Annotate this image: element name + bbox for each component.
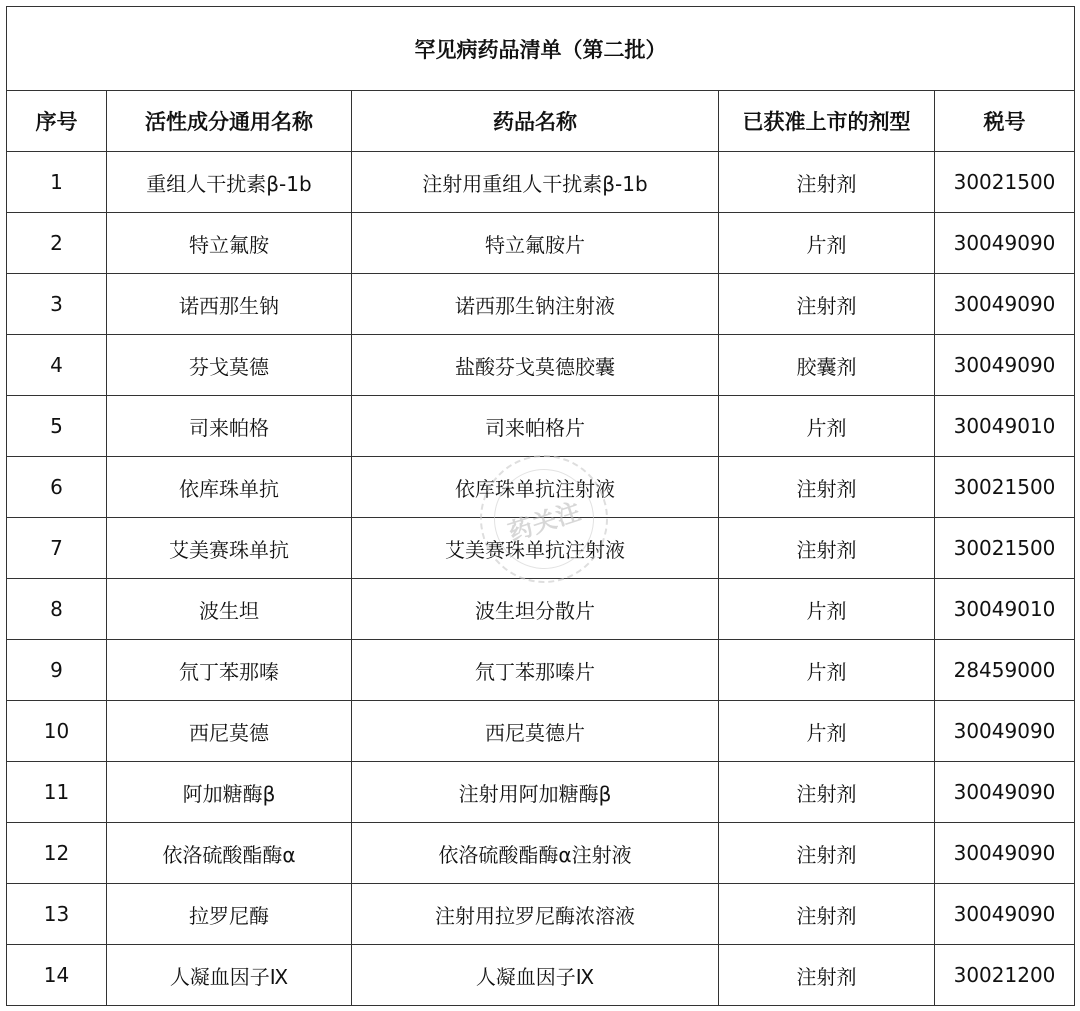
cell-dosage-form: 片剂 xyxy=(719,701,935,762)
cell-active-ingredient: 芬戈莫德 xyxy=(107,335,352,396)
table-row xyxy=(7,701,1075,762)
cell-drug-name: 注射用阿加糖酶β xyxy=(352,762,719,823)
table-row xyxy=(7,518,1075,579)
cell-index: 7 xyxy=(7,518,107,579)
cell-drug-name: 注射用拉罗尼酶浓溶液 xyxy=(352,884,719,945)
header-dosage-form: 已获准上市的剂型 xyxy=(719,91,935,152)
cell-index: 6 xyxy=(7,457,107,518)
cell-drug-name: 盐酸芬戈莫德胶囊 xyxy=(352,335,719,396)
cell-tax-code: 30021200 xyxy=(935,945,1075,1006)
cell-active-ingredient: 依洛硫酸酯酶α xyxy=(107,823,352,884)
cell-dosage-form: 注射剂 xyxy=(719,274,935,335)
cell-dosage-form: 注射剂 xyxy=(719,945,935,1006)
cell-tax-code: 30049090 xyxy=(935,701,1075,762)
cell-tax-code: 30049090 xyxy=(935,884,1075,945)
table-row xyxy=(7,762,1075,823)
table-row xyxy=(7,274,1075,335)
cell-index: 3 xyxy=(7,274,107,335)
cell-active-ingredient: 氘丁苯那嗪 xyxy=(107,640,352,701)
cell-dosage-form: 胶囊剂 xyxy=(719,335,935,396)
cell-index: 8 xyxy=(7,579,107,640)
cell-tax-code: 30049090 xyxy=(935,762,1075,823)
cell-index: 4 xyxy=(7,335,107,396)
cell-active-ingredient: 依库珠单抗 xyxy=(107,457,352,518)
cell-index: 13 xyxy=(7,884,107,945)
cell-tax-code: 28459000 xyxy=(935,640,1075,701)
cell-dosage-form: 注射剂 xyxy=(719,518,935,579)
cell-index: 9 xyxy=(7,640,107,701)
cell-active-ingredient: 司来帕格 xyxy=(107,396,352,457)
cell-tax-code: 30049090 xyxy=(935,335,1075,396)
header-drug-name: 药品名称 xyxy=(352,91,719,152)
cell-active-ingredient: 特立氟胺 xyxy=(107,213,352,274)
table-title-row xyxy=(7,7,1075,91)
cell-index: 14 xyxy=(7,945,107,1006)
cell-drug-name: 波生坦分散片 xyxy=(352,579,719,640)
cell-tax-code: 30049090 xyxy=(935,213,1075,274)
cell-active-ingredient: 艾美赛珠单抗 xyxy=(107,518,352,579)
table-row xyxy=(7,396,1075,457)
cell-dosage-form: 片剂 xyxy=(719,396,935,457)
watermark-text: 药关注 xyxy=(481,456,607,582)
cell-dosage-form: 注射剂 xyxy=(719,152,935,213)
cell-tax-code: 30049010 xyxy=(935,396,1075,457)
cell-index: 11 xyxy=(7,762,107,823)
cell-drug-name: 诺西那生钠注射液 xyxy=(352,274,719,335)
cell-active-ingredient: 拉罗尼酶 xyxy=(107,884,352,945)
cell-index: 2 xyxy=(7,213,107,274)
cell-tax-code: 30021500 xyxy=(935,518,1075,579)
table-title: 罕见病药品清单（第二批） xyxy=(7,7,1075,91)
table-row xyxy=(7,213,1075,274)
table-row xyxy=(7,152,1075,213)
cell-index: 1 xyxy=(7,152,107,213)
cell-drug-name: 艾美赛珠单抗注射液 xyxy=(352,518,719,579)
cell-tax-code: 30049090 xyxy=(935,823,1075,884)
cell-dosage-form: 注射剂 xyxy=(719,884,935,945)
cell-tax-code: 30021500 xyxy=(935,152,1075,213)
cell-tax-code: 30049010 xyxy=(935,579,1075,640)
cell-dosage-form: 片剂 xyxy=(719,213,935,274)
cell-drug-name: 依库珠单抗注射液 xyxy=(352,457,719,518)
cell-dosage-form: 片剂 xyxy=(719,640,935,701)
header-index: 序号 xyxy=(7,91,107,152)
cell-active-ingredient: 诺西那生钠 xyxy=(107,274,352,335)
cell-active-ingredient: 阿加糖酶β xyxy=(107,762,352,823)
cell-active-ingredient: 人凝血因子Ⅸ xyxy=(107,945,352,1006)
cell-index: 10 xyxy=(7,701,107,762)
cell-active-ingredient: 重组人干扰素β-1b xyxy=(107,152,352,213)
cell-drug-name: 注射用重组人干扰素β-1b xyxy=(352,152,719,213)
rare-disease-drug-table xyxy=(6,6,1075,1006)
table-row xyxy=(7,945,1075,1006)
cell-tax-code: 30021500 xyxy=(935,457,1075,518)
table-row xyxy=(7,457,1075,518)
table-row xyxy=(7,884,1075,945)
cell-dosage-form: 注射剂 xyxy=(719,823,935,884)
cell-active-ingredient: 波生坦 xyxy=(107,579,352,640)
table-row xyxy=(7,335,1075,396)
cell-drug-name: 特立氟胺片 xyxy=(352,213,719,274)
cell-drug-name: 人凝血因子Ⅸ xyxy=(352,945,719,1006)
cell-active-ingredient: 西尼莫德 xyxy=(107,701,352,762)
header-tax-code: 税号 xyxy=(935,91,1075,152)
cell-drug-name: 氘丁苯那嗪片 xyxy=(352,640,719,701)
cell-dosage-form: 片剂 xyxy=(719,579,935,640)
cell-tax-code: 30049090 xyxy=(935,274,1075,335)
table-body xyxy=(7,152,1075,1006)
header-active-ingredient: 活性成分通用名称 xyxy=(107,91,352,152)
table-row xyxy=(7,579,1075,640)
cell-drug-name: 司来帕格片 xyxy=(352,396,719,457)
cell-index: 5 xyxy=(7,396,107,457)
cell-dosage-form: 注射剂 xyxy=(719,762,935,823)
cell-index: 12 xyxy=(7,823,107,884)
cell-drug-name: 依洛硫酸酯酶α注射液 xyxy=(352,823,719,884)
table-row xyxy=(7,823,1075,884)
cell-dosage-form: 注射剂 xyxy=(719,457,935,518)
cell-drug-name: 西尼莫德片 xyxy=(352,701,719,762)
table-row xyxy=(7,640,1075,701)
table-header-row xyxy=(7,91,1075,152)
